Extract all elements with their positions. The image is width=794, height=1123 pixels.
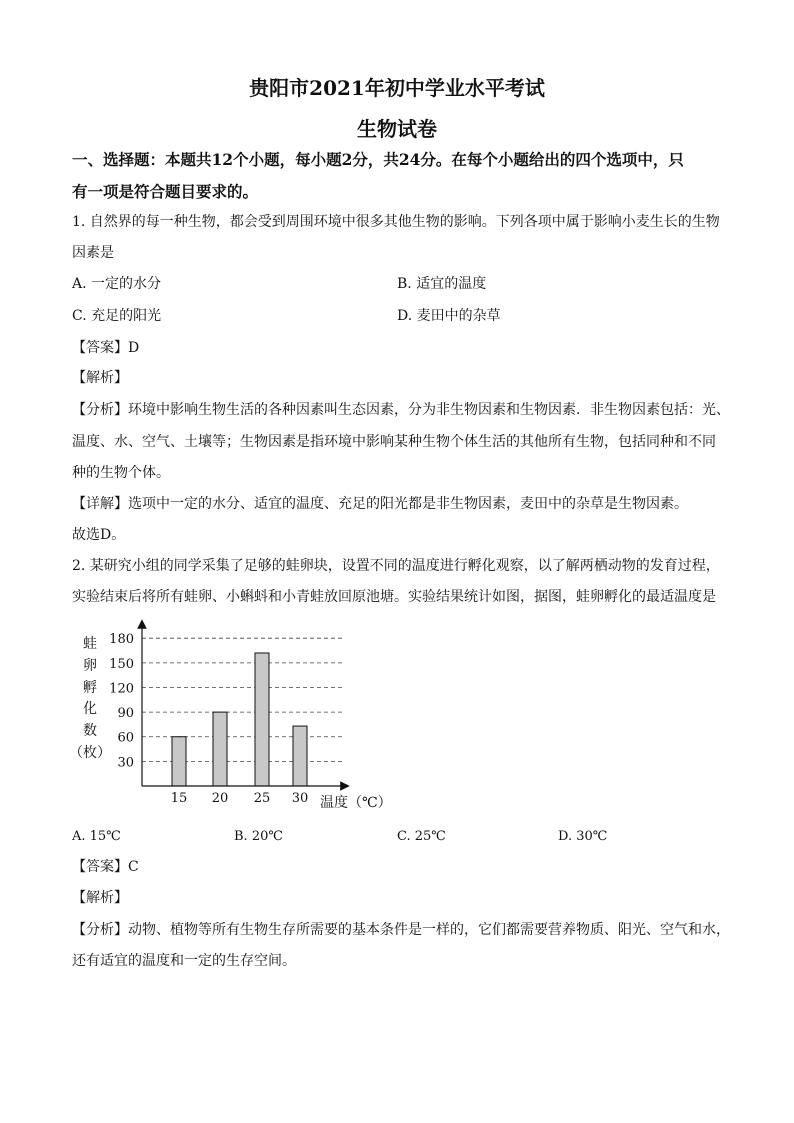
- q1-option-d: D. 麦田中的杂草: [397, 308, 501, 324]
- q1-analysis-line3: 种的生物个体。: [72, 465, 170, 481]
- x-tick-label: 15: [170, 791, 188, 806]
- y-axis-label-char: 化: [83, 701, 97, 717]
- q1-conclusion: 故选D。: [72, 527, 126, 543]
- y-tick-label: 60: [117, 730, 134, 746]
- x-axis-label: 温度（℃）: [320, 795, 392, 811]
- q1-analysis-line1: 【分析】环境中影响生物生活的各种因素叫生态因素，分为非生物因素和生物因素．非生物因素包括：光、: [72, 402, 730, 418]
- x-tick-label: 30: [291, 791, 309, 806]
- bar-20: [213, 712, 227, 786]
- q1-stem-line2: 因素是: [72, 245, 114, 261]
- y-tick-label: 90: [117, 706, 134, 722]
- q2-option-b: B. 20℃: [234, 829, 283, 844]
- q2-option-c: C. 25℃: [397, 829, 446, 844]
- q2-analysis-line1: 【分析】动物、植物等所有生物生存所需要的基本条件是一样的，它们都需要营养物质、阳光、空气和水，: [72, 922, 730, 938]
- q2-stem-line1: 2. 某研究小组的同学采集了足够的蛙卵块，设置不同的温度进行孵化观察，以了解两栖动物的发育过程，: [72, 558, 720, 574]
- hatching-bar-chart: [60, 618, 400, 818]
- q1-detail: 【详解】选项中一定的水分、适宜的温度、充足的阳光都是非生物因素，麦田中的杂草是生物因素。: [72, 496, 688, 512]
- q1-option-a: A. 一定的水分: [72, 276, 162, 292]
- section-heading-line1: 一、选择题：本题共12个小题，每小题2分，共24分。在每个小题给出的四个选项中，只: [72, 150, 684, 169]
- section-heading-line2: 有一项是符合题目要求的。: [72, 182, 259, 201]
- x-tick-label: 25: [253, 791, 271, 806]
- bar-25: [255, 653, 269, 786]
- q1-analysis-heading: 【解析】: [72, 370, 128, 386]
- exam-subtitle: 生物试卷: [357, 117, 437, 141]
- q1-stem-line1: 1. 自然界的每一种生物，都会受到周围环境中很多其他生物的影响。下列各项中属于影响小麦生长的生物: [72, 214, 720, 230]
- q1-analysis-line2: 温度、水、空气、土壤等；生物因素是指环境中影响某种生物个体生活的其他所有生物，包括同种和不同: [72, 434, 716, 450]
- y-tick-label: 180: [109, 632, 134, 648]
- q1-answer: 【答案】D: [72, 340, 140, 356]
- y-tick-label: 150: [109, 656, 134, 672]
- y-axis-label-char: （枚）: [69, 745, 111, 761]
- y-axis-label-char: 蛙: [83, 636, 97, 652]
- y-tick-label: 120: [109, 681, 134, 697]
- q1-option-c: C. 充足的阳光: [72, 308, 162, 324]
- x-tick-label: 20: [211, 791, 229, 806]
- q2-option-a: A. 15℃: [72, 829, 121, 844]
- q2-answer: 【答案】C: [72, 859, 139, 875]
- bar-15: [172, 737, 186, 786]
- q2-analysis-line2: 还有适宜的温度和一定的生存空间。: [72, 953, 296, 969]
- q2-option-d: D. 30℃: [558, 829, 608, 844]
- q1-option-b: B. 适宜的温度: [397, 276, 487, 292]
- q2-analysis-heading: 【解析】: [72, 890, 128, 906]
- exam-title: 贵阳市2021年初中学业水平考试: [249, 76, 545, 100]
- y-tick-label: 30: [117, 755, 134, 771]
- y-axis-label-char: 孵: [83, 680, 97, 696]
- q2-stem-line2: 实验结束后将所有蛙卵、小蝌蚪和小青蛙放回原池塘。实验结果统计如图，据图，蛙卵孵化的最适温度是: [72, 589, 716, 605]
- y-axis-label-char: 数: [83, 723, 97, 739]
- y-axis-label-char: 卵: [83, 658, 97, 674]
- bar-30: [293, 726, 307, 786]
